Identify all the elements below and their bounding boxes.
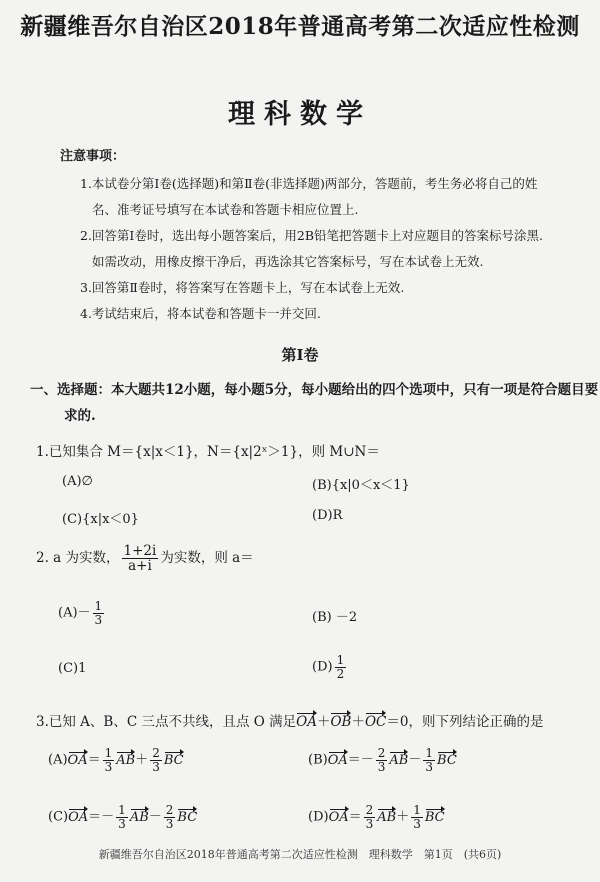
- fraction: [411, 804, 423, 830]
- notice-item-1-cont: 名、准考证号填写在本试卷和答题卡相应位置上.: [92, 202, 359, 217]
- question-2-option-d-den: 2: [336, 666, 345, 681]
- question-1-stem: 1.已知集合 M＝{x|x＜1}，N＝{x|2ˣ＞1}，则 M∪N＝: [36, 444, 380, 460]
- fraction-num: 2: [377, 746, 386, 760]
- section-title: 第Ⅰ卷: [281, 346, 319, 364]
- fraction-den: 3: [104, 759, 113, 774]
- subject-title: 理科数学: [228, 99, 372, 130]
- vector-ob: OB: [330, 714, 352, 730]
- fraction-num: 1: [118, 803, 126, 817]
- vector-oa: OA: [68, 809, 89, 825]
- question-2-option-d-num: 1: [336, 653, 345, 667]
- question-1-option-a: (A)∅: [62, 474, 93, 489]
- question-2-fraction-num: 1+2i: [123, 543, 157, 559]
- question-2-stem-pre: 2. a 为实数，: [36, 550, 120, 567]
- fraction-den: 3: [365, 816, 374, 831]
- notice-item-1: 1.本试卷分第Ⅰ卷(选择题)和第Ⅱ卷(非选择题)两部分，答题前，考生务必将自己的姓: [80, 176, 538, 191]
- question-2-option-c: (C)1: [58, 661, 87, 676]
- question-3-option-d: [308, 804, 445, 830]
- vector-ab: AB: [377, 809, 397, 825]
- fraction: [423, 747, 435, 773]
- question-2-fraction: [122, 544, 159, 573]
- fraction-den: 3: [425, 759, 434, 774]
- minus-sign: －: [148, 809, 162, 825]
- option-label: (B): [308, 752, 328, 768]
- vector-ab: AB: [116, 752, 136, 768]
- fraction-den: 3: [118, 816, 126, 831]
- equals-sign: ＝: [87, 752, 101, 768]
- document-title: 新疆维吾尔自治区2018年普通高考第二次适应性检测: [20, 13, 580, 40]
- minus-sign: －: [360, 752, 374, 768]
- page-footer: 新疆维吾尔自治区2018年普通高考第二次适应性检测 理科数学 第1页 (共6页): [98, 848, 502, 861]
- plus-sign: ＋: [316, 714, 331, 730]
- equals-sign: ＝: [88, 809, 102, 825]
- question-2-option-b: (B) －2: [312, 610, 358, 625]
- equals-sign: ＝: [348, 809, 362, 825]
- notice-heading: 注意事项：: [60, 149, 126, 164]
- question-2-stem-post: 为实数，则 a＝: [160, 550, 254, 567]
- fraction: [364, 804, 376, 830]
- vector-bc: BC: [177, 809, 198, 825]
- fraction: [150, 747, 162, 773]
- question-3-stem-pre: 3.已知 A、B、C 三点不共线，且点 O 满足: [36, 714, 297, 730]
- fraction: [376, 747, 388, 773]
- fraction-den: 3: [165, 816, 174, 831]
- section-intro-cont: 求的.: [64, 408, 96, 424]
- question-2-option-d-label: (D): [312, 659, 333, 675]
- fraction-den: 3: [152, 759, 160, 774]
- question-3-option-b: [308, 747, 457, 773]
- fraction-num: 2: [165, 803, 174, 817]
- question-1-option-c: (C){x|x＜0}: [62, 512, 139, 527]
- question-3-option-a: [48, 747, 184, 773]
- vector-oa: OA: [327, 752, 348, 768]
- notice-item-3: 3.回答第Ⅱ卷时，将答案写在答题卡上，写在本试卷上无效.: [80, 280, 405, 295]
- vector-bc: BC: [437, 752, 457, 768]
- option-label: (D): [308, 809, 329, 825]
- fraction-num: 1: [413, 803, 421, 817]
- vector-ab: AB: [129, 809, 149, 825]
- option-label: (A): [48, 752, 68, 768]
- vector-oa: OA: [296, 714, 317, 730]
- question-2-option-a-num: 1: [94, 599, 103, 613]
- question-2-option-a-den: 3: [94, 612, 103, 627]
- question-2-option-a: [58, 600, 106, 626]
- fraction: [103, 747, 115, 773]
- section-intro: 一、选择题：本大题共12小题，每小题5分，每小题给出的四个选项中，只有一项是符合题目要: [30, 382, 599, 398]
- vector-bc: BC: [163, 752, 184, 768]
- question-2-option-d-fraction: [335, 654, 347, 680]
- question-2-option-a-label: (A)－: [58, 605, 91, 621]
- fraction: [164, 804, 176, 830]
- question-1-option-d: (D)R: [312, 508, 343, 523]
- notice-item-2-cont: 如需改动，用橡皮擦干净后，再选涂其它答案标号，写在本试卷上无效.: [92, 254, 484, 269]
- equals-sign: ＝: [347, 752, 361, 768]
- vector-ab: AB: [389, 752, 409, 768]
- fraction-den: 3: [413, 816, 421, 831]
- fraction-num: 1: [104, 746, 113, 760]
- question-3-stem-mid: ＝0，则下列结论正确的是: [386, 714, 544, 730]
- fraction-den: 3: [377, 759, 386, 774]
- notice-item-4: 4.考试结束后，将本试卷和答题卡一并交回.: [80, 306, 321, 321]
- vector-oa: OA: [328, 809, 349, 825]
- minus-sign: －: [408, 752, 422, 768]
- fraction-num: 2: [152, 746, 160, 760]
- plus-sign: ＋: [396, 809, 410, 825]
- plus-sign: ＋: [351, 714, 365, 730]
- question-2-option-d: [312, 654, 348, 680]
- minus-sign: －: [101, 809, 115, 825]
- question-3-stem: [36, 710, 543, 730]
- vector-bc: BC: [424, 809, 445, 825]
- question-3-option-c: [48, 804, 197, 830]
- option-label: (C): [48, 809, 69, 825]
- question-2-fraction-den: a+i: [128, 558, 152, 575]
- fraction: [116, 804, 128, 830]
- fraction-num: 2: [365, 803, 374, 817]
- notice-item-2: 2.回答第Ⅰ卷时，选出每小题答案后，用2B铅笔把答题卡上对应题目的答案标号涂黑.: [80, 228, 543, 243]
- question-2-stem: [36, 544, 254, 573]
- question-2-option-a-fraction: [93, 600, 105, 626]
- vector-oc: OC: [364, 714, 387, 730]
- vector-oa: OA: [67, 752, 88, 768]
- question-1-option-b: (B){x|0＜x＜1}: [312, 478, 410, 493]
- plus-sign: ＋: [135, 752, 149, 768]
- fraction-num: 1: [425, 746, 434, 760]
